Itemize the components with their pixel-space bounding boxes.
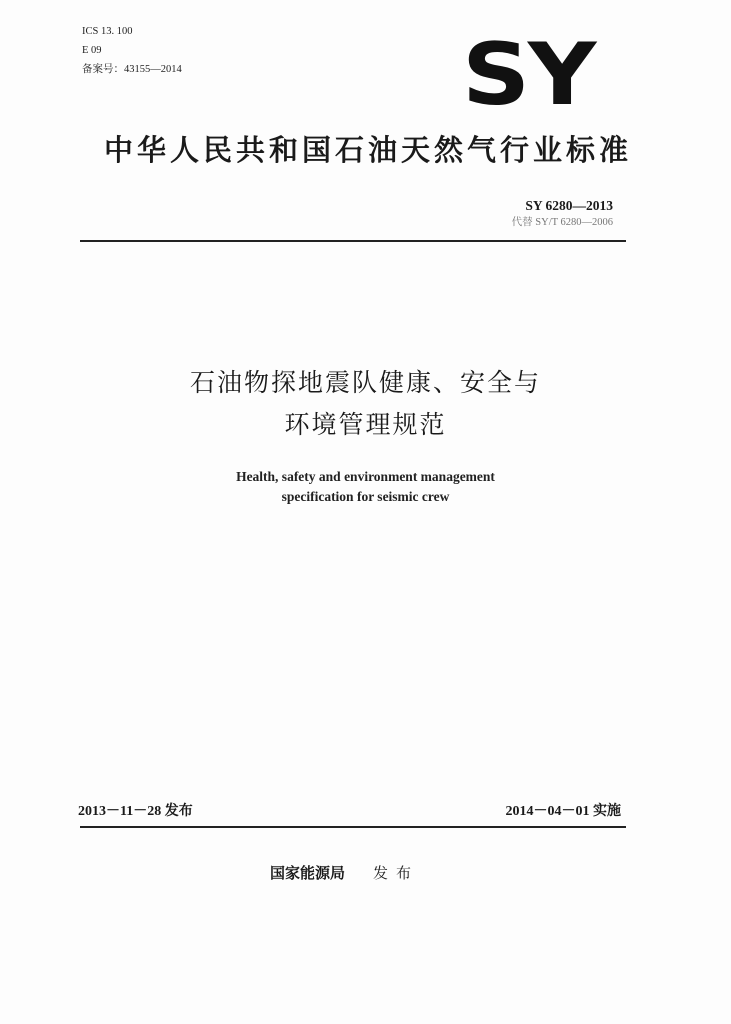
sy-logo: SY: [462, 25, 595, 125]
publisher-name: 国家能源局: [270, 864, 346, 882]
bottom-divider: [80, 826, 626, 828]
ics-code: ICS 13. 100: [82, 26, 133, 37]
standard-classification: 中华人民共和国石油天然气行业标准: [104, 133, 633, 167]
english-title-line-2: specification for seismic crew: [281, 489, 450, 504]
chinese-title-line-1: 石油物探地震队健康、安全与: [189, 368, 541, 397]
standard-number-block: [512, 197, 613, 231]
publish-action: 发布: [373, 864, 420, 882]
top-divider: [80, 240, 626, 242]
english-title: [0, 467, 731, 507]
chinese-title-line-2: 环境管理规范: [284, 410, 447, 439]
chinese-title: [0, 362, 731, 446]
category-code: E 09: [82, 45, 102, 56]
issue-date: 2013－11－28 发布: [78, 804, 193, 819]
replaces-standard: 代替 SY/T 6280—2006: [511, 217, 613, 228]
publisher-line: [270, 862, 419, 883]
standard-number: SY 6280—2013: [525, 198, 613, 213]
filing-number: 备案号：43155—2014: [82, 64, 182, 75]
english-title-line-1: Health, safety and environment management: [236, 469, 495, 484]
implementation-date: 2014－04－01 实施: [505, 804, 621, 819]
document-meta: [82, 22, 182, 79]
